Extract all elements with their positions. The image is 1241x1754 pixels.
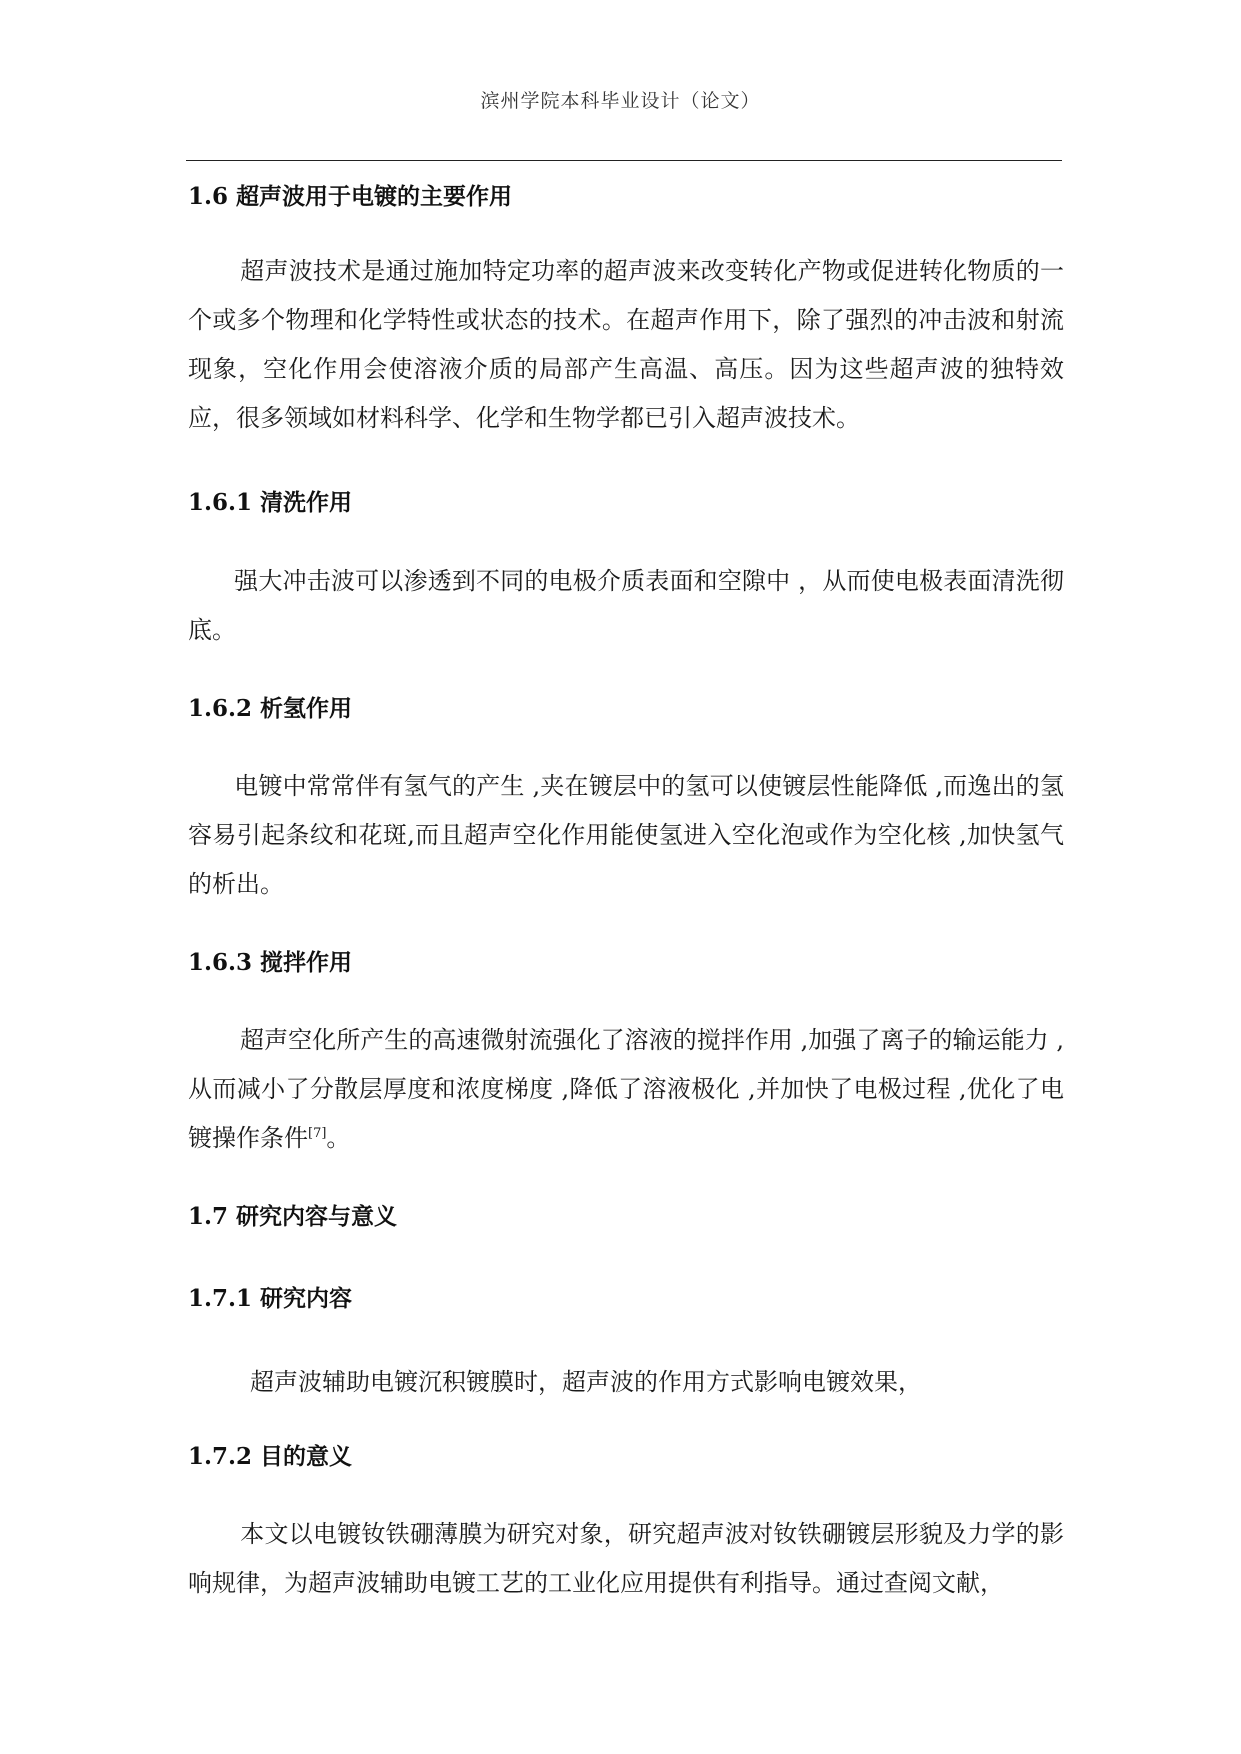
paragraph-1-6-text: 超声波技术是通过施加特定功率的超声波来改变转化产物或促进转化物质的一个或多个物理和化学特性或状态的技术。在超声作用下，除了强烈的冲击波和射流现象，空化作用会使溶液介质的局部产生高温、高压。因为这些超声波的独特效应，很多领域如材料科学、化学和生物学都已引入超声波技术。 (188, 257, 1064, 432)
running-header: 滨州学院本科毕业设计（论文） (480, 90, 761, 112)
paragraph-1-7-1: 超声波辅助电镀沉积镀膜时，超声波的作用方式影响电镀效果， (250, 1368, 922, 1396)
paragraph-1-6-3-text: 超声空化所产生的高速微射流强化了溶液的搅拌作用 ,加强了离子的输运能力 ,从而减小了分散层厚度和浓度梯度 ,降低了溶液极化 ,并加快了电极过程 ,优化了电镀操作条件 (188, 1026, 1064, 1152)
paragraph-1-6-1 (188, 557, 1064, 655)
section-heading-1-7-2: 1.7.2 目的意义 (188, 1443, 353, 1470)
section-heading-1-7: 1.7 研究内容与意义 (188, 1203, 398, 1230)
paragraph-1-6-3 (188, 1016, 1064, 1163)
header-rule (186, 160, 1062, 161)
paragraph-1-6-3-tail: 。 (326, 1124, 351, 1152)
section-heading-1-7-1: 1.7.1 研究内容 (188, 1285, 353, 1312)
citation-7: [7] (308, 1126, 327, 1141)
paragraph-1-6-2 (188, 762, 1064, 909)
section-heading-1-6-1: 1.6.1 清洗作用 (188, 489, 353, 516)
section-heading-1-6-3: 1.6.3 搅拌作用 (188, 949, 353, 976)
paragraph-1-6 (188, 247, 1064, 443)
paragraph-1-6-2-text: 电镀中常常伴有氢气的产生 ,夹在镀层中的氢可以使镀层性能降低 ,而逸出的氢容易引起条纹和花斑,而且超声空化作用能使氢进入空化泡或作为空化核 ,加快氢气的析出。 (188, 772, 1064, 898)
section-heading-1-6-2: 1.6.2 析氢作用 (188, 695, 353, 722)
section-heading-1-6: 1.6 超声波用于电镀的主要作用 (188, 183, 513, 210)
paragraph-1-7-2-text: 本文以电镀钕铁硼薄膜为研究对象，研究超声波对钕铁硼镀层形貌及力学的影响规律，为超声波辅助电镀工艺的工业化应用提供有利指导。通过查阅文献， (188, 1520, 1064, 1597)
paragraph-1-6-1-text: 强大冲击波可以渗透到不同的电极介质表面和空隙中 ，从而使电极表面清洗彻底。 (188, 567, 1064, 644)
paragraph-1-7-2 (188, 1510, 1064, 1608)
